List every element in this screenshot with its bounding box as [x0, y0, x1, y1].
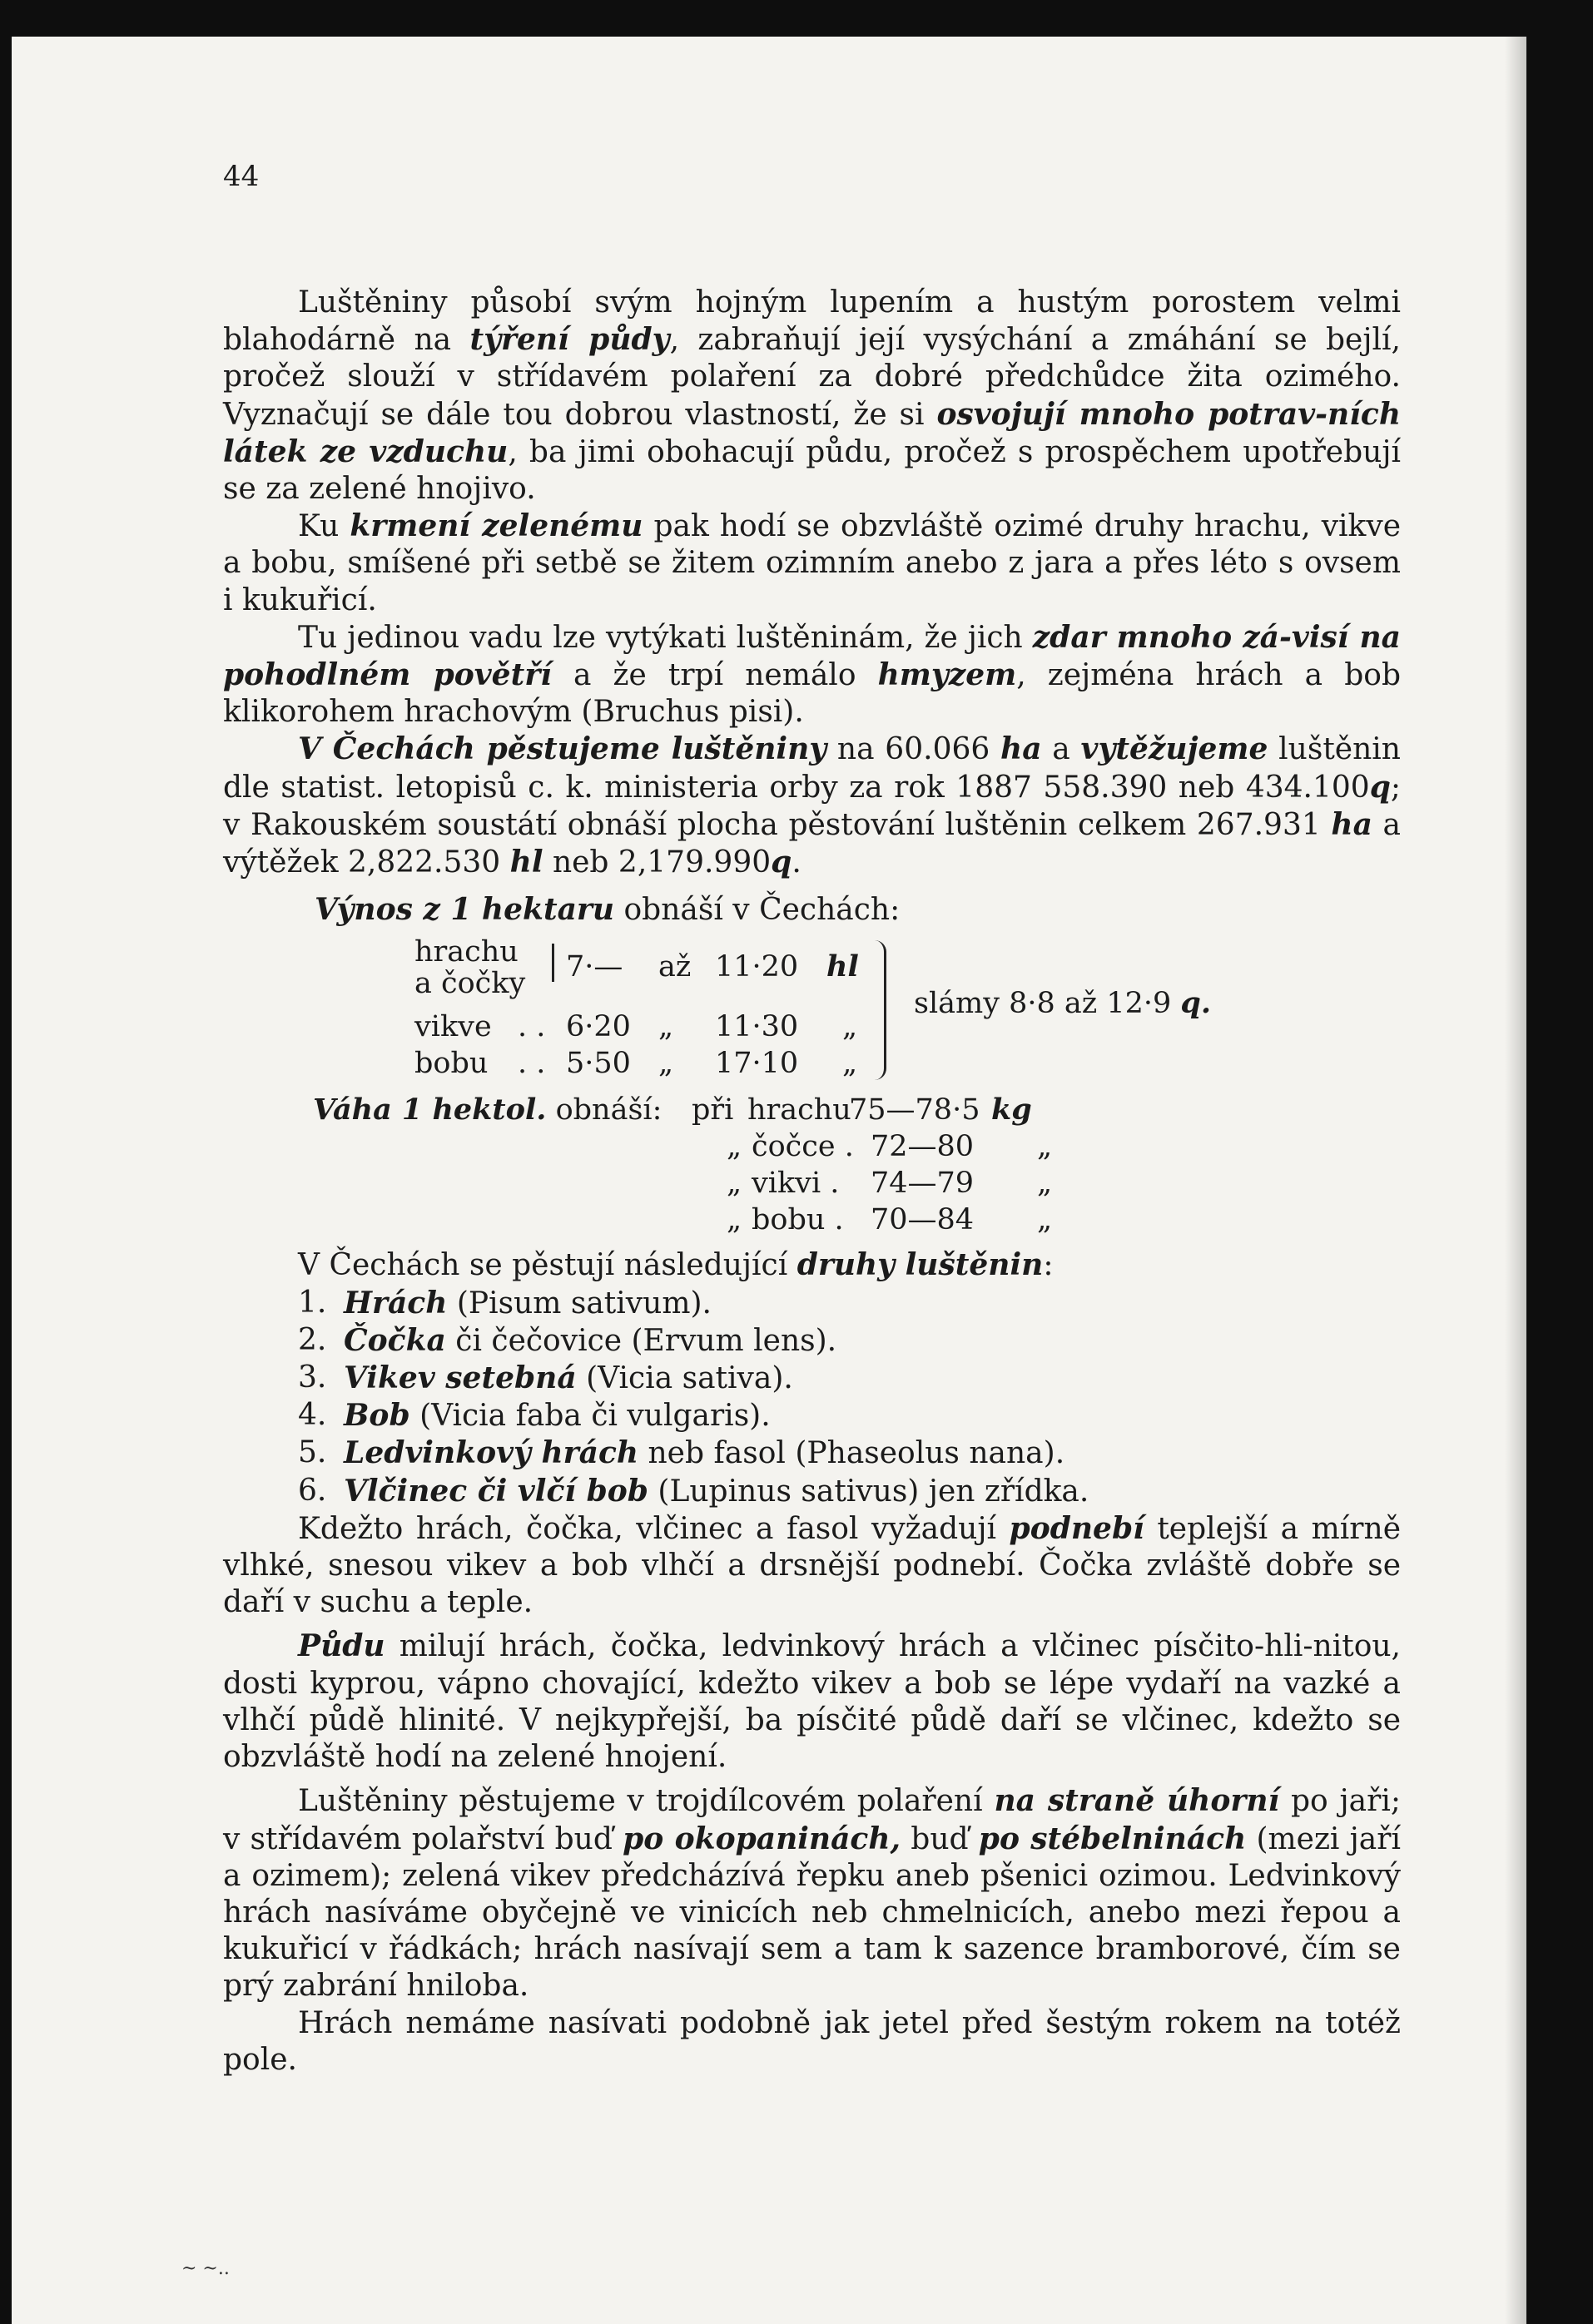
list-item: 4. Bob (Vicia faba či vulgaris).	[298, 1398, 771, 1434]
list-item: 3. Vikev setebná (Vicia sativa).	[298, 1360, 793, 1396]
page-edge-shadow	[1505, 37, 1526, 2324]
paragraph-3: Tu jedinou vadu lze vytýkati luštěninám, že jich zdar mnoho zá-visí na pohodlném povětří a že trpí nemálo hmyzem, zejména hrách a bob klikorohem hrachovým (Bruchus pisi).	[223, 619, 1402, 730]
page-body	[223, 285, 1401, 2079]
right-brace	[872, 940, 886, 1080]
paragraph-2: Ku krmení zelenému pak hodí se obzvláště ozimé druhy hrachu, vikve a bobu, smíšené při setbě se žitem ozimním anebo z jara a přes léto s ovsem i kukuřicí.	[223, 508, 1402, 617]
page-number: 44	[223, 160, 260, 193]
margin-scratch-mark: ~ ~..	[181, 2258, 230, 2279]
paragraph-4: V Čechách pěstujeme luštěniny na 60.066 ha a vytěžujeme luštěnin dle statist. letopisů c. k. ministeria orby za rok 1887 558.390 neb 434.100q; v Rakouském soustátí obnáší plocha pěstování luštěnin celkem 267.931 ha a výtěžek 2,822.530 hl neb 2,179.990q.	[223, 731, 1401, 880]
varieties-heading: V Čechách se pěstují následující druhy luštěnin:	[298, 1247, 1054, 1283]
list-item: 6. Vlčinec či vlčí bob (Lupinus sativus) jen zřídka.	[298, 1473, 1089, 1509]
paragraph-7: Luštěniny pěstujeme v trojdílcovém polaření na straně úhorní po jaři; v střídavém polařství buď po okopaninách, buď po stébelninách (mezi jaří a ozimem); zelená vikev předcházívá řepku aneb pšenici ozimou. Ledvinkový hrách nasíváme obyčejně ve vinicích neb chmelnicích, anebo mezi řepou a kukuřicí v řádkách; hrách nasívají sem a tam k sazence bramborové, čím se prý zabrání hniloba.	[223, 1783, 1401, 2004]
weight-table: Váha 1 hektol. obnáší: při hrachu 75—78·5 kg „ čočce . 72—80 „ „ vikvi . 74—79 „ „ bobu . 70—84 „	[313, 1093, 1053, 1237]
list-item: 1. Hrách (Pisum sativum).	[298, 1285, 712, 1321]
straw-yield: slámy 8·8 až 12·9 q.	[914, 986, 1212, 1021]
list-item: 2. Čočka či čečovice (Ervum lens).	[298, 1322, 837, 1358]
small-bracket	[552, 944, 563, 982]
paragraph-5: Kdežto hrách, čočka, vlčinec a fasol vyžadují podnebí teplejší a mírně vlhké, snesou vikev a bob vlhčí a drsnější podnebí. Čočka zvláště dobře se daří v suchu a teple.	[223, 1510, 1401, 1620]
yield-heading: Výnos z 1 hektaru obnáší v Čechách:	[315, 892, 901, 928]
book-page	[12, 37, 1526, 2324]
paragraph-8: Hrách nemáme nasívati podobně jak jetel před šestým rokem na totéž pole.	[223, 2005, 1401, 2077]
paragraph-6: Půdu milují hrách, čočka, ledvinkový hrách a vlčinec písčito-hli-nitou, dosti kyprou, vápno chovající, kdežto vikev a bob se lépe vydaří na vazké a vlhčí půdě hlinité. V nejkypřejší, ba písčité půdě daří se vlčinec, kdežto se obzvláště hodí na zelené hnojení.	[223, 1628, 1401, 1775]
list-item: 5. Ledvinkový hrách neb fasol (Phaseolus nana).	[298, 1435, 1065, 1471]
varieties-list	[298, 1285, 1401, 1510]
yield-table: hrachu a čočky 7·— až 11·20 hl vikve . . 6·20 „ 11·30 „ bobu . . 5·50 „ 17·10 „ slámy 8·8 až 12·9 q.	[414, 935, 1212, 1081]
paragraph-1: Luštěniny působí svým hojným lupením a hustým porostem velmi blahodárně na týření půdy, zabraňují její vysýchání a zmáhání se bejlí, pročež slouží v střídavém polaření za dobré předchůdce žita ozimého. Vyznačují se dále tou dobrou vlastností, že si osvojují mnoho potrav-ních látek ze vzduchu, ba jimi obohacují půdu, pročež s prospěchem upotřebují se za zelené hnojivo.	[223, 285, 1401, 507]
